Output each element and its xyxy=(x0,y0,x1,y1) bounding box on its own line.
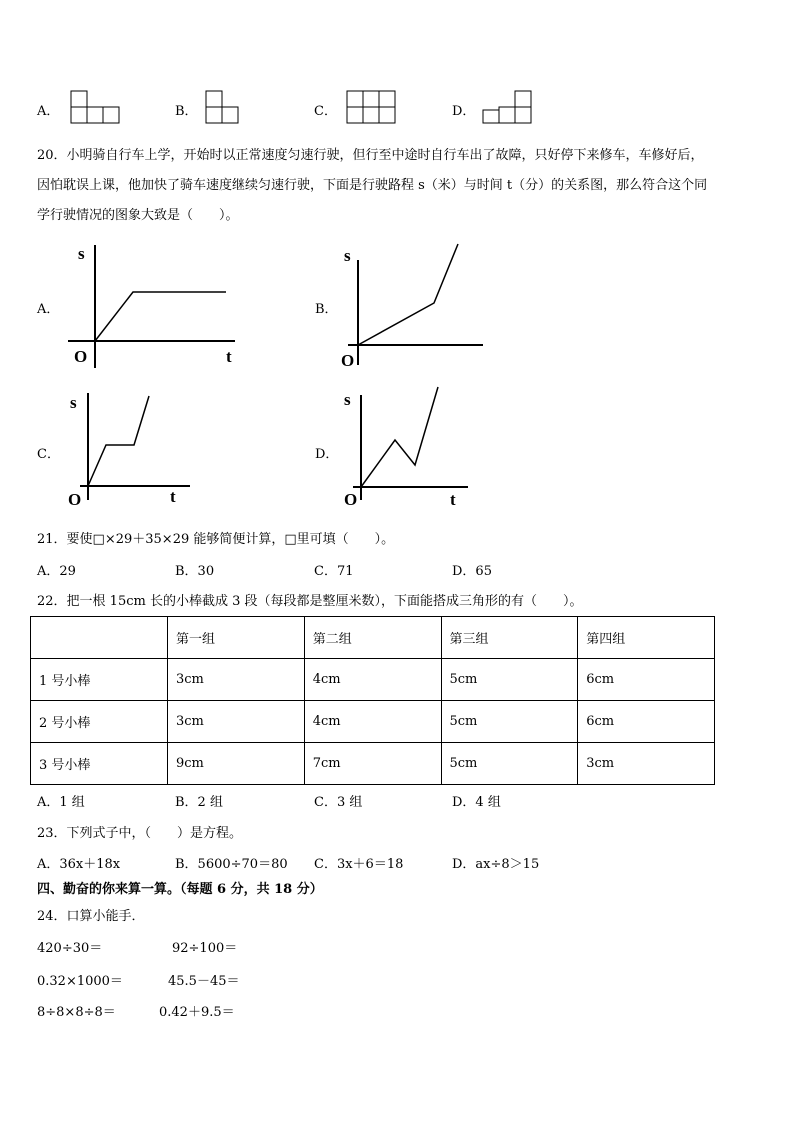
q20-line-3: 学行驶情况的图象大致是（ ）。 xyxy=(37,208,239,223)
table-cell: 5cm xyxy=(441,743,578,785)
q20-graph-a xyxy=(60,240,250,370)
q19-option-d-figure xyxy=(482,90,534,126)
q20-graph-c-label: C． xyxy=(37,447,60,462)
table-cell: 5cm xyxy=(441,659,578,701)
q21-option-b: B．30 xyxy=(175,564,215,579)
q20-graph-a-label: A． xyxy=(37,302,60,317)
q19-option-c-figure xyxy=(346,90,398,126)
q19-option-a-label: A． xyxy=(37,104,60,119)
q23-option-a: A．36x＋18x xyxy=(37,857,121,872)
q23-option-c: C．3x＋6＝18 xyxy=(314,857,404,872)
q24-item: 420÷30＝ xyxy=(37,941,103,956)
q24-item: 45.5－45＝ xyxy=(168,974,240,989)
table-row xyxy=(31,701,715,743)
q20-line-1: 20．小明骑自行车上学，开始时以正常速度匀速行驶，但行至中途时自行车出了故障，只好停下来修车，车修好后， xyxy=(37,148,704,163)
table-header-cell: 第四组 xyxy=(578,617,715,659)
q21-option-a: A．29 xyxy=(37,564,76,579)
q19-option-b-figure xyxy=(205,90,241,126)
table-cell: 4cm xyxy=(304,701,441,743)
q20-graph-d xyxy=(338,385,478,512)
table-cell: 2 号小棒 xyxy=(31,701,168,743)
q21-option-d: D．65 xyxy=(452,564,492,579)
q24-item: 0.32×1000＝ xyxy=(37,974,123,989)
q20-line-2: 因怕耽误上课，他加快了骑车速度继续匀速行驶，下面是行驶路程 s（米）与时间 t（分）的关系图，那么符合这个同 xyxy=(37,178,708,193)
q19-option-b-label: B． xyxy=(175,104,198,119)
q20-graph-d-s: s xyxy=(344,390,351,409)
q24-text: 24．口算小能手． xyxy=(37,909,145,924)
q20-graph-a-o: O xyxy=(74,347,88,366)
q22-option-b: B．2 组 xyxy=(175,795,223,810)
q23-option-b: B．5600÷70＝80 xyxy=(175,857,288,872)
q20-graph-b-s: s xyxy=(344,246,351,265)
q22-table xyxy=(30,616,715,785)
table-cell: 5cm xyxy=(441,701,578,743)
q20-graph-b-label: B． xyxy=(315,302,338,317)
q24-item: 0.42＋9.5＝ xyxy=(159,1005,235,1020)
table-cell: 6cm xyxy=(578,659,715,701)
table-header-cell: 第三组 xyxy=(441,617,578,659)
table-cell: 4cm xyxy=(304,659,441,701)
q22-text: 22．把一根 15cm 长的小棒截成 3 段（每段都是整厘米数），下面能搭成三角形的有（ ）。 xyxy=(37,594,583,609)
q24-item: 92÷100＝ xyxy=(172,941,238,956)
q20-graph-a-s: s xyxy=(78,244,85,263)
q19-option-a-figure xyxy=(70,90,122,126)
section-title: 四、勤奋的你来算一算。（每题 6 分，共 18 分） xyxy=(37,882,323,897)
table-row xyxy=(31,743,715,785)
table-header-cell xyxy=(31,617,168,659)
table-cell: 7cm xyxy=(304,743,441,785)
q19-option-d-label: D． xyxy=(452,104,476,119)
q20-graph-c xyxy=(60,388,200,512)
q22-option-a: A．1 组 xyxy=(37,795,85,810)
q20-graph-b-o: O xyxy=(341,351,355,370)
q24-item: 8÷8×8÷8＝ xyxy=(37,1005,116,1020)
q23-option-d: D．ax÷8＞15 xyxy=(452,857,540,872)
q21-text: 21．要使□×29＋35×29 能够简便计算，□里可填（ ）。 xyxy=(37,532,395,547)
table-cell: 6cm xyxy=(578,701,715,743)
table-cell: 1 号小棒 xyxy=(31,659,168,701)
q22-option-c: C．3 组 xyxy=(314,795,363,810)
q22-option-d: D．4 组 xyxy=(452,795,501,810)
table-cell: 9cm xyxy=(168,743,305,785)
q20-graph-d-label: D． xyxy=(315,447,339,462)
q20-graph-b xyxy=(338,240,488,370)
table-header-cell: 第二组 xyxy=(304,617,441,659)
table-cell: 3cm xyxy=(578,743,715,785)
q20-graph-c-o: O xyxy=(68,490,82,509)
q20-graph-d-o: O xyxy=(344,490,358,509)
table-header-row xyxy=(31,617,715,659)
q23-text: 23．下列式子中，（ ）是方程。 xyxy=(37,826,243,841)
table-cell: 3cm xyxy=(168,659,305,701)
q21-option-c: C．71 xyxy=(314,564,354,579)
table-cell: 3 号小棒 xyxy=(31,743,168,785)
q20-graph-c-t: t xyxy=(170,487,176,506)
q19-option-c-label: C． xyxy=(314,104,337,119)
table-header-cell: 第一组 xyxy=(168,617,305,659)
table-row xyxy=(31,659,715,701)
q20-graph-c-s: s xyxy=(70,393,77,412)
table-cell: 3cm xyxy=(168,701,305,743)
q20-graph-a-t: t xyxy=(226,347,232,366)
q20-graph-d-t: t xyxy=(450,490,456,509)
